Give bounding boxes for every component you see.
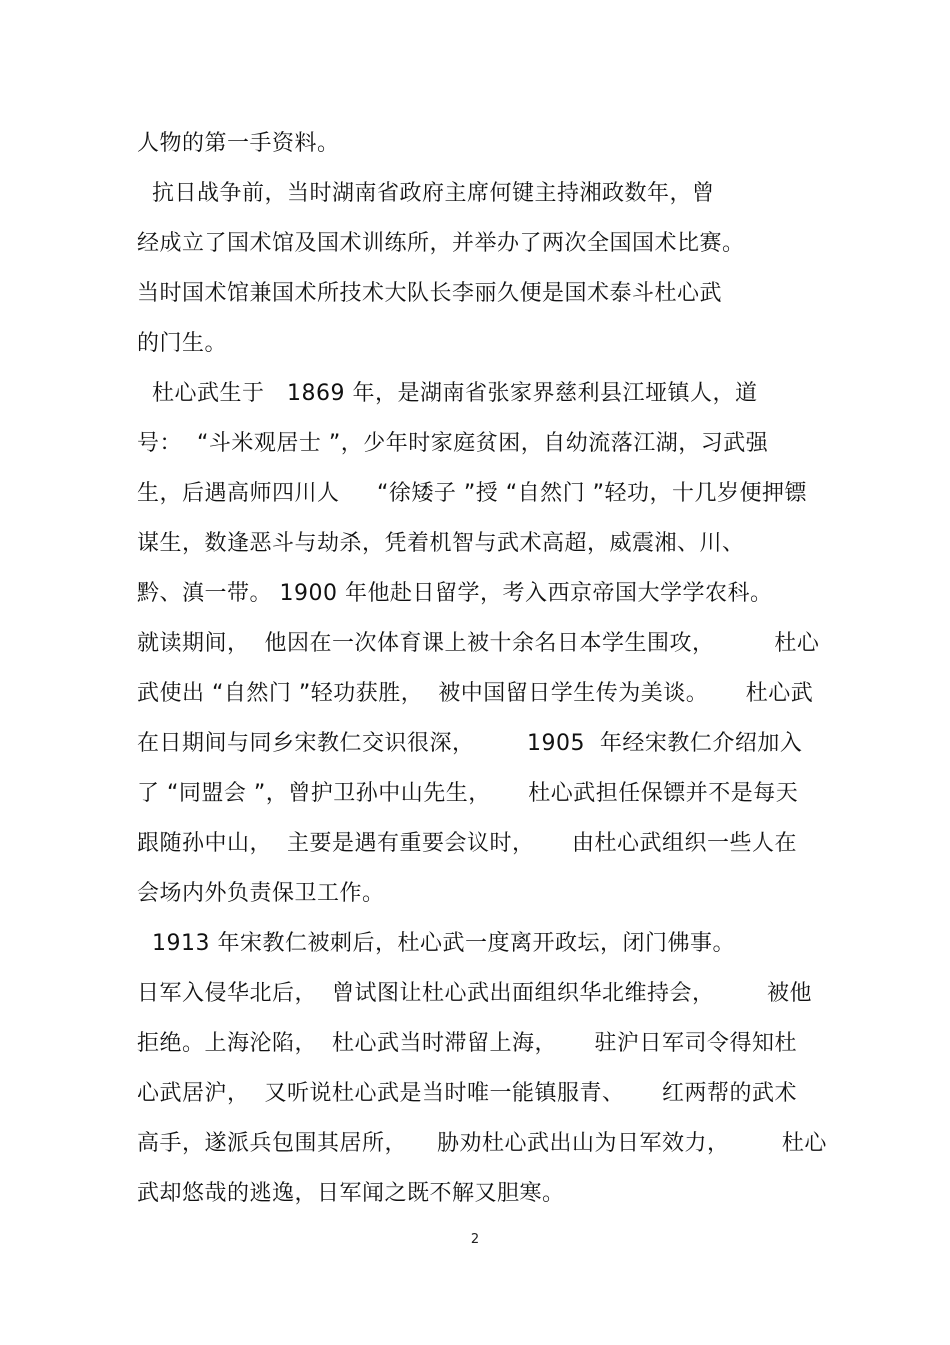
text-line: 黔、滇一带。 1900 年他赴日留学，考入西京帝国大学学农科。 [137,581,773,606]
text-line: 了 “同盟会 ”，曾护卫孙中山先生， 杜心武担任保镖并不是每天 [137,781,799,806]
text-line: 武却悠哉的逃逸，日军闻之既不解又胆寒。 [137,1181,565,1206]
text-line: 谋生，数逢恶斗与劫杀，凭着机智与武术高超，威震湘、川、 [137,531,745,556]
text-line: 跟随孙中山， 主要是遇有重要会议时， 由杜心武组织一些人在 [137,831,797,856]
text-line: 抗日战争前，当时湖南省政府主席何键主持湘政数年，曾 [137,181,715,206]
text-line: 会场内外负责保卫工作。 [137,881,385,906]
text-line: 人物的第一手资料。 [137,131,340,156]
text-line: 当时国术馆兼国术所技术大队长李丽久便是国术泰斗杜心武 [137,281,723,306]
text-line: 生，后遇高师四川人 “徐矮子 ”授 “自然门 ”轻功，十几岁便押镖 [137,481,808,506]
text-line: 号： “斗米观居士 ”，少年时家庭贫困，自幼流落江湖，习武强 [137,431,769,456]
text-line: 经成立了国术馆及国术训练所，并举办了两次全国国术比赛。 [137,231,745,256]
text-line: 在日期间与同乡宋教仁交识很深， 1905 年经宋教仁介绍加入 [137,731,803,756]
text-line: 高手，遂派兵包围其居所， 胁劝杜心武出山为日军效力， 杜心 [137,1131,827,1156]
text-line: 武使出 “自然门 ”轻功获胜， 被中国留日学生传为美谈。 杜心武 [137,681,814,706]
text-line: 的门生。 [137,331,228,356]
page-number: 2 [470,1232,480,1247]
text-line: 就读期间， 他因在一次体育课上被十余名日本学生围攻， 杜心 [137,631,820,656]
text-line: 日军入侵华北后， 曾试图让杜心武出面组织华北维持会， 被他 [137,981,812,1006]
text-line: 杜心武生于 1869 年，是湖南省张家界慈利县江垭镇人，道 [137,381,758,406]
text-line: 拒绝。上海沦陷， 杜心武当时滞留上海， 驻沪日军司令得知杜 [137,1031,797,1056]
text-line: 1913 年宋教仁被刺后，杜心武一度离开政坛，闭门佛事。 [137,931,735,956]
text-line: 心武居沪， 又听说杜心武是当时唯一能镇服青、 红两帮的武术 [137,1081,797,1106]
